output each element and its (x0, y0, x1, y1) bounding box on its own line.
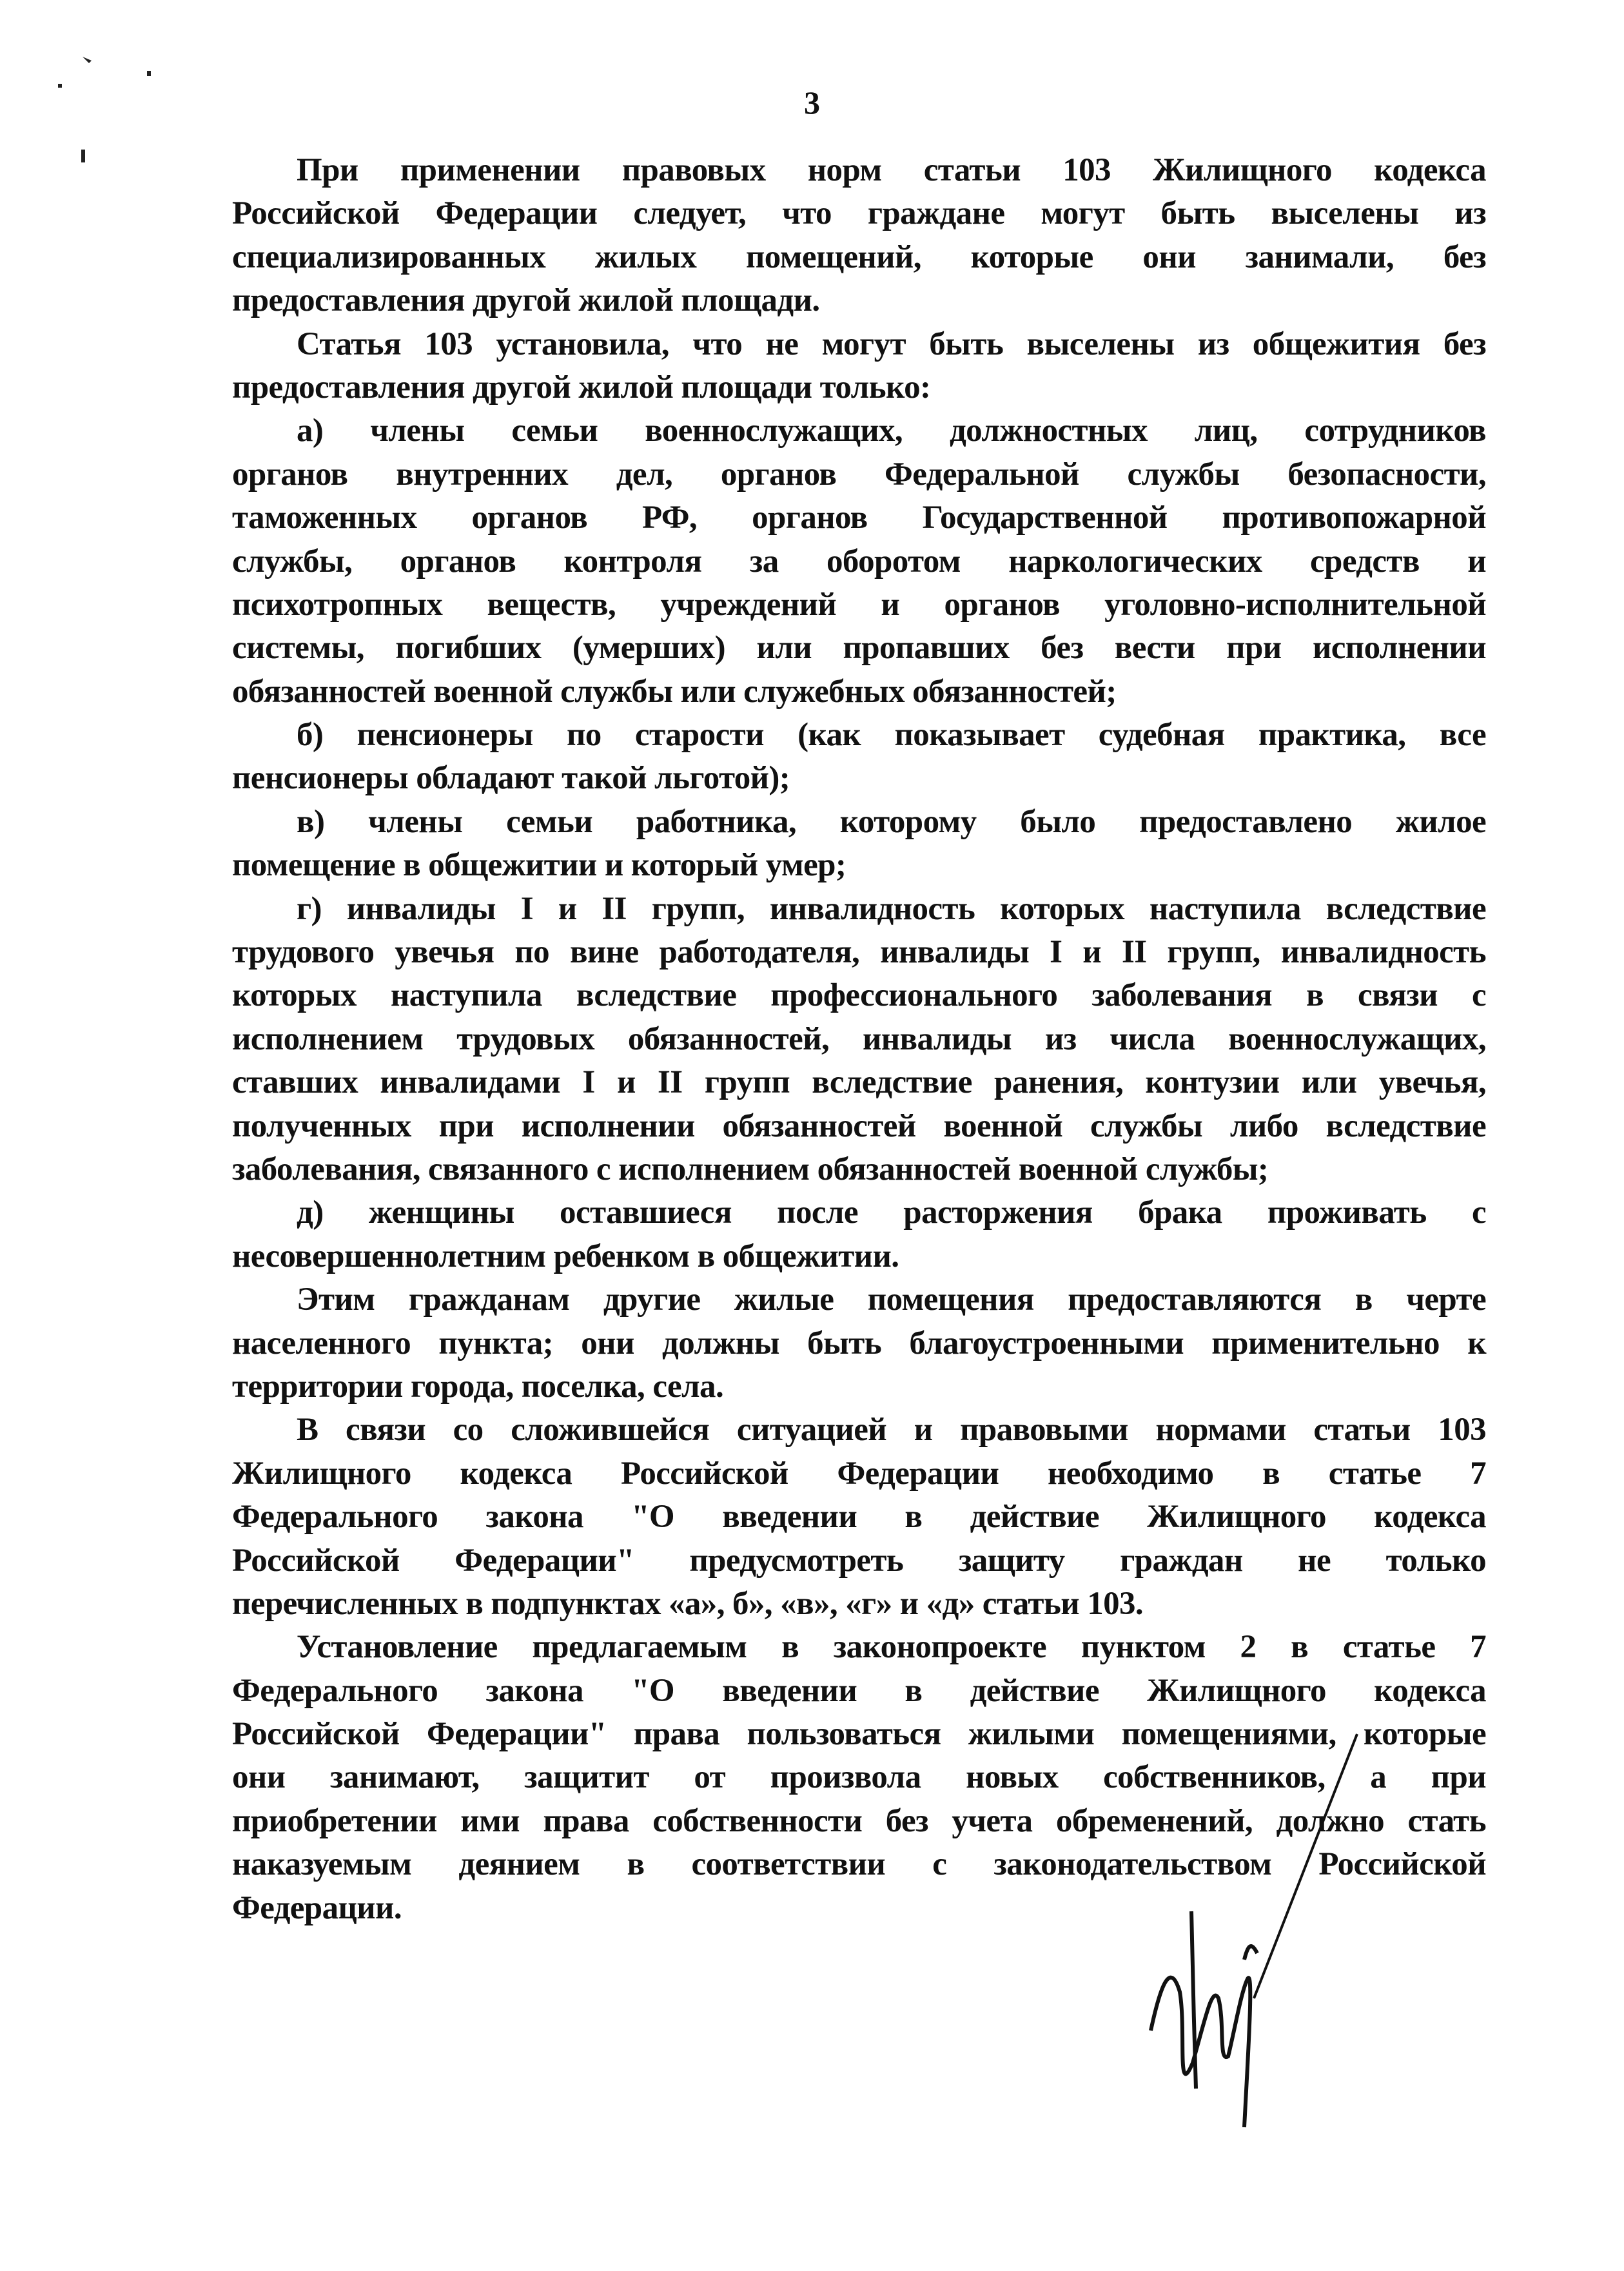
text-line: несовершеннолетним ребенком в общежитии. (232, 1238, 899, 1274)
text-line: Российской Федерации следует, что граждане могут быть выселены из (232, 195, 1486, 232)
text-line: помещение в общежитии и который умер; (232, 847, 846, 884)
text-line: психотропных веществ, учреждений и органов уголовно-исполнительной (232, 586, 1486, 623)
document-body (232, 149, 1486, 1930)
paragraph (232, 409, 1486, 714)
text-line: системы, погибших (умерших) или пропавших без вести при исполнении (232, 630, 1486, 667)
text-line: полученных при исполнении обязанностей военной службы либо вследствие (232, 1107, 1486, 1144)
text-line: Этим гражданам другие жилые помещения предоставляются в черте (297, 1282, 1486, 1318)
text-line: которых наступила вследствие профессионального заболевания в связи с (232, 977, 1486, 1014)
text-line: пенсионеры обладают такой льготой); (232, 760, 790, 797)
text-line: Статья 103 установила, что не могут быть выселены из общежития без (297, 326, 1486, 362)
text-line: службы, органов контроля за оборотом наркологических средств и (232, 543, 1486, 580)
text-line: В связи со сложившейся ситуацией и правовыми нормами статьи 103 (297, 1412, 1486, 1448)
text-line: органов внутренних дел, органов Федеральной службы безопасности, (232, 456, 1486, 492)
signature (1151, 1911, 1257, 2127)
paragraph (232, 801, 1486, 888)
text-line: а) члены семьи военнослужащих, должностных лиц, сотрудников (297, 413, 1486, 449)
text-line: д) женщины оставшиеся после расторжения брака проживать с (297, 1194, 1486, 1231)
paragraph (232, 714, 1486, 801)
text-line: трудового увечья по вине работодателя, инвалиды I и II групп, инвалидность (232, 934, 1486, 971)
text-line: приобретении ими права собственности без учета обременений, должно стать (232, 1802, 1486, 1839)
paragraph (232, 888, 1486, 1192)
text-line: перечисленных в подпунктах «а», б», «в», «г» и «д» статьи 103. (232, 1585, 1144, 1622)
text-line: ставших инвалидами I и II групп вследствие ранения, контузии или увечья, (232, 1064, 1486, 1101)
text-line: При применении правовых норм статьи 103 Жилищного кодекса (297, 152, 1486, 188)
text-line: Федерации. (232, 1889, 402, 1926)
paragraph (232, 1278, 1486, 1408)
text-line: в) члены семьи работника, которому было предоставлено жилое (297, 803, 1486, 840)
paragraph (232, 1626, 1486, 1930)
text-line: Жилищного кодекса Российской Федерации необходимо в статье 7 (232, 1455, 1486, 1492)
text-line: Федерального закона "О введении в действие Жилищного кодекса (232, 1499, 1486, 1535)
text-line: Федерального закона "О введении в действие Жилищного кодекса (232, 1672, 1486, 1709)
text-line: специализированных жилых помещений, которые они занимали, без (232, 239, 1486, 275)
paragraph (232, 1408, 1486, 1626)
text-line: Российской Федерации" права пользоваться жилыми помещениями, которые (232, 1716, 1486, 1753)
paragraph (232, 149, 1486, 323)
text-line: б) пенсионеры по старости (как показывает судебная практика, все (297, 717, 1486, 754)
paragraph (232, 323, 1486, 410)
page-number: 3 (804, 84, 820, 121)
text-line: территории города, поселка, села. (232, 1368, 724, 1405)
text-line: наказуемым деянием в соответствии с законодательством Российской (232, 1846, 1486, 1883)
text-line: заболевания, связанного с исполнением обязанностей военной службы; (232, 1151, 1269, 1187)
text-line: предоставления другой жилой площади. (232, 282, 820, 319)
text-line: исполнением трудовых обязанностей, инвалиды из числа военнослужащих, (232, 1020, 1486, 1057)
text-line: Российской Федерации" предусмотреть защиту граждан не только (232, 1542, 1486, 1579)
paragraph (232, 1191, 1486, 1278)
text-line: г) инвалиды I и II групп, инвалидность которых наступила вследствие (297, 890, 1486, 927)
text-line: таможенных органов РФ, органов Государственной противопожарной (232, 500, 1486, 536)
text-line: Установление предлагаемым в законопроекте пунктом 2 в статье 7 (297, 1629, 1486, 1666)
text-line: предоставления другой жилой площади только: (232, 369, 931, 405)
text-line: населенного пункта; они должны быть благоустроенными применительно к (232, 1325, 1486, 1361)
text-line: они занимают, защитит от произвола новых собственников, а при (232, 1759, 1486, 1796)
text-line: обязанностей военной службы или служебных обязанностей; (232, 673, 1117, 710)
